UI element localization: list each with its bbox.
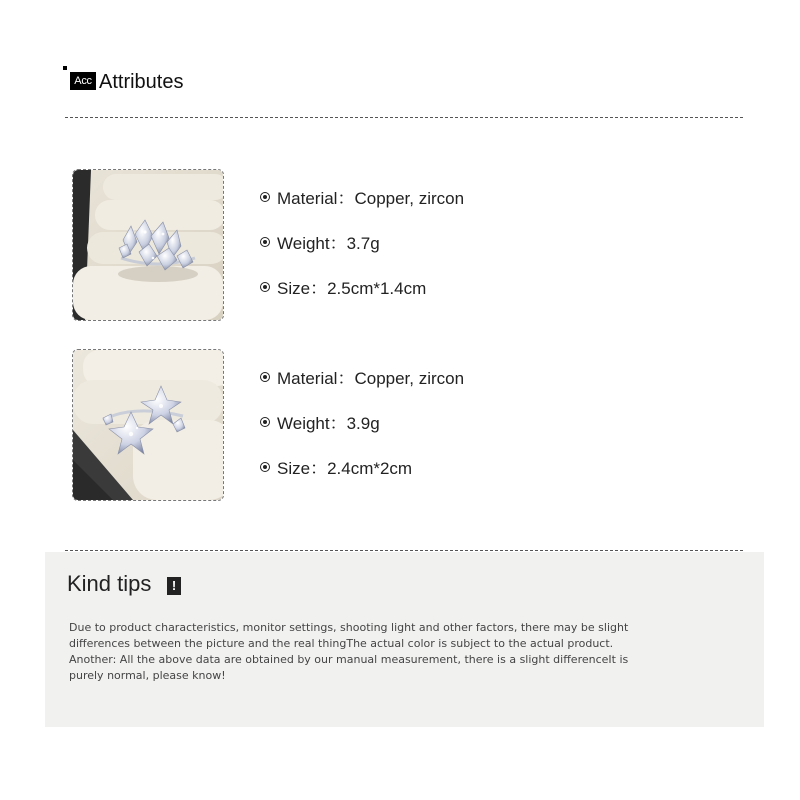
product-image: [72, 169, 224, 321]
warning-icon: !: [167, 577, 181, 595]
bullet-icon: [260, 282, 270, 292]
bullet-icon: [260, 417, 270, 427]
attribute-label: Weight：3.9g: [277, 414, 380, 433]
attribute-label: Size：2.5cm*1.4cm: [277, 279, 427, 298]
bullet-icon: [260, 372, 270, 382]
product-card: [72, 169, 692, 321]
product-card: [72, 349, 692, 501]
top-divider: [65, 117, 743, 118]
bullet-icon: [260, 237, 270, 247]
bottom-divider: [65, 550, 743, 551]
kind-tips-heading: Kind tips: [67, 571, 152, 596]
kind-tips-panel: [45, 552, 764, 727]
ring-crown-image: [73, 170, 223, 320]
header-badge: Acc: [70, 72, 96, 90]
header-dot: [63, 66, 67, 70]
bullet-icon: [260, 462, 270, 472]
attribute-label: Weight：3.7g: [277, 234, 380, 253]
ring-flower-image: [73, 350, 223, 500]
kind-tips-body: Due to product characteristics, monitor settings, shooting light and other factors, there may be slight differences between the picture and the real thingThe actual color is subject to the actual product. Another: All the above data are obtained by our manual measurement, there is a slight differenceIt is purely normal, please know!: [69, 621, 629, 682]
bullet-icon: [260, 192, 270, 202]
section-title: Attributes: [99, 71, 184, 93]
attribute-label: Material：Copper, zircon: [277, 369, 465, 388]
attribute-label: Material：Copper, zircon: [277, 189, 465, 208]
product-image: [72, 349, 224, 501]
attribute-label: Size：2.4cm*2cm: [277, 459, 413, 478]
